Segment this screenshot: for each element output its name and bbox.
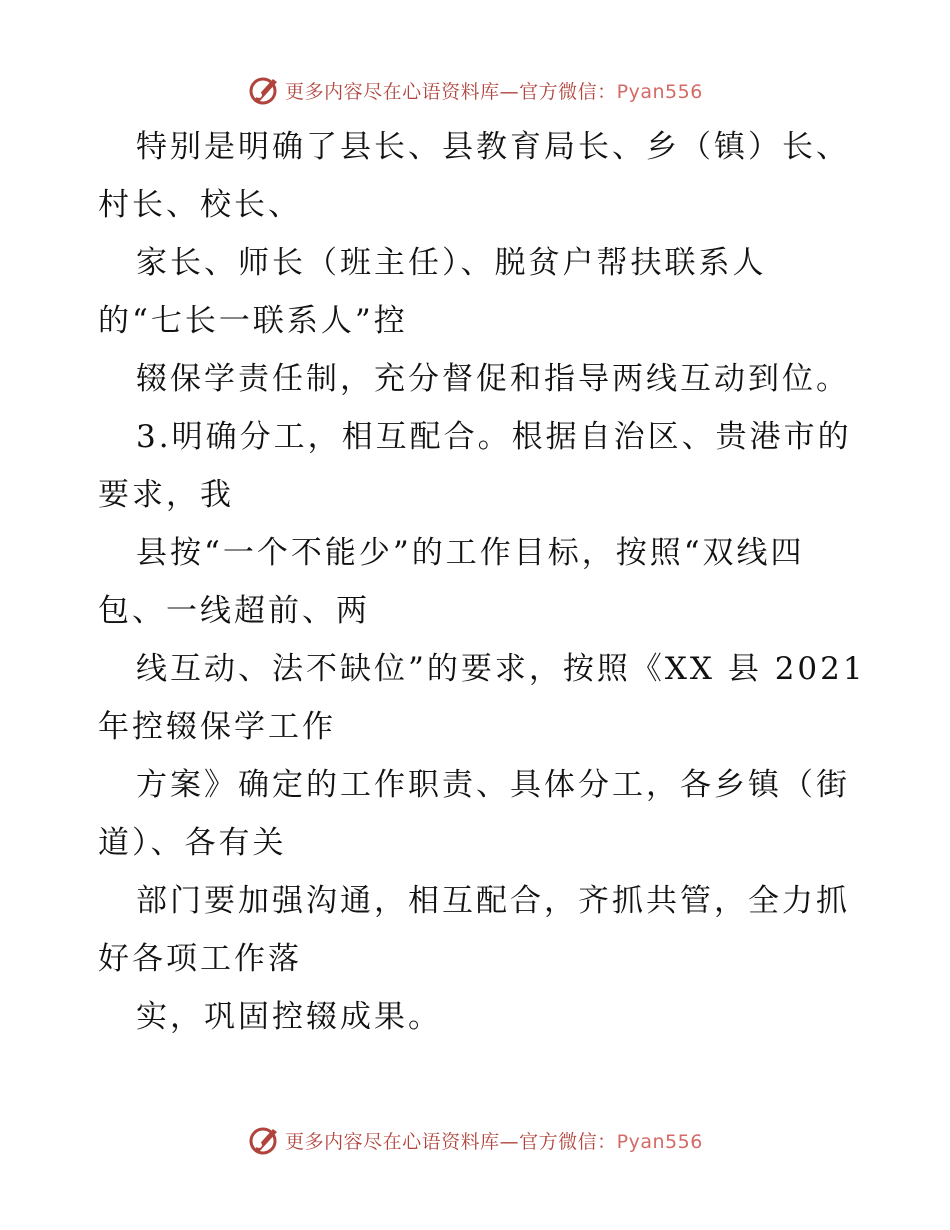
pen-logo-icon — [247, 1123, 281, 1157]
text-line: 部门要加强沟通，相互配合，齐抓共管，全力抓 — [136, 883, 850, 919]
text-line: 好各项工作落 — [98, 941, 302, 977]
text-line: 年控辍保学工作 — [98, 709, 336, 745]
text-line: 县按“一个不能少”的工作目标，按照“双线四 — [136, 535, 805, 571]
text-line: 村长、校长、 — [98, 187, 302, 223]
pen-logo-icon — [247, 73, 281, 107]
text-line: 包、一线超前、两 — [98, 593, 370, 629]
banner-text: 更多内容尽在心语资料库—官方微信：Pyan556 — [285, 1130, 703, 1153]
text-line: 道）、各有关 — [98, 825, 287, 861]
text-line: 家长、师长（班主任）、脱贫户帮扶联系人 — [136, 245, 767, 281]
text-line: 要求，我 — [98, 477, 234, 513]
text-line: 线互动、法不缺位”的要求，按照《XX 县 2021 — [136, 651, 866, 687]
text-line: 3.明确分工，相互配合。根据自治区、贵港市的 — [136, 419, 852, 455]
footer-banner — [0, 1120, 950, 1160]
document-body — [98, 118, 866, 1046]
banner-text: 更多内容尽在心语资料库—官方微信：Pyan556 — [285, 80, 703, 103]
text-line: 辍保学责任制，充分督促和指导两线互动到位。 — [136, 361, 850, 397]
text-line: 实，巩固控辍成果。 — [136, 999, 442, 1035]
text-line: 的“七长一联系人”控 — [98, 303, 408, 339]
header-banner — [0, 70, 950, 110]
text-line: 特别是明确了县长、县教育局长、乡（镇）长、 — [136, 129, 850, 165]
text-line: 方案》确定的工作职责、具体分工，各乡镇（街 — [136, 767, 850, 803]
